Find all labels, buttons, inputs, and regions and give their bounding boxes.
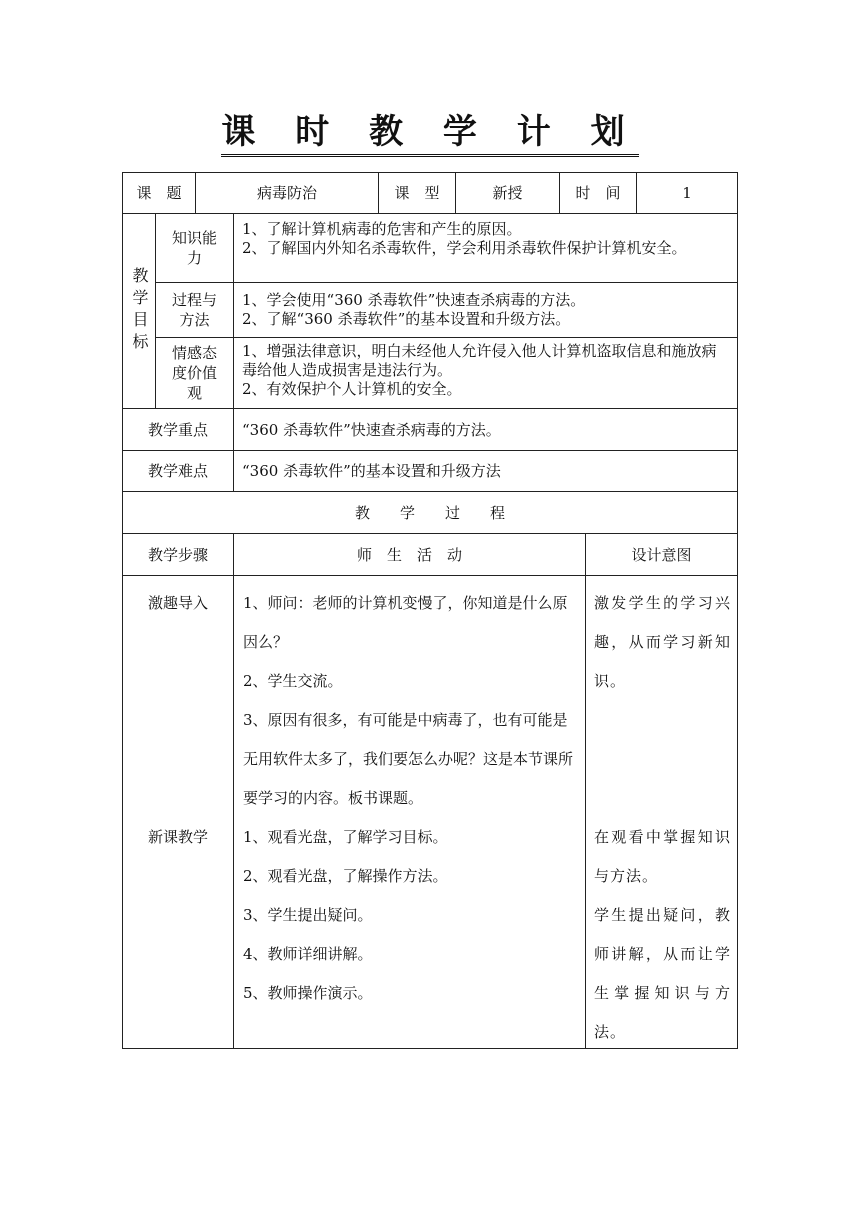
activity-column <box>233 575 586 1049</box>
process-section-header: 教 学 过 程 <box>122 491 738 534</box>
emotion-label: 情感态度价值观 <box>155 337 234 409</box>
process-text: 1、学会使用“360 杀毒软件”快速查杀病毒的方法。 2、了解“360 杀毒软件”的基本设置和升级方法。 <box>233 282 738 338</box>
step-name: 激趣导入 <box>147 594 208 612</box>
intent-text: 学生提出疑问，教师讲解，从而让学生掌握知识与方法。 <box>594 906 731 1041</box>
key-point-label: 教学重点 <box>122 408 234 451</box>
difficulty-label: 教学难点 <box>122 450 234 492</box>
page-title: 课 时 教 学 计 划 <box>0 104 860 153</box>
time-label: 时 间 <box>559 172 637 214</box>
key-point-value: “360 杀毒软件”快速查杀病毒的方法。 <box>233 408 738 451</box>
knowledge-label: 知识能力 <box>155 213 234 283</box>
goals-label: 教学目标 <box>122 213 156 409</box>
type-value: 新授 <box>455 172 560 214</box>
column-activity: 师 生 活 动 <box>233 533 586 576</box>
difficulty-value: “360 杀毒软件”的基本设置和升级方法 <box>233 450 738 492</box>
step-column <box>122 575 234 1049</box>
step-name: 新课教学 <box>147 828 208 846</box>
topic-value: 病毒防治 <box>195 172 379 214</box>
list-item: 2、学生交流。 <box>243 672 343 690</box>
type-label: 课 型 <box>378 172 456 214</box>
list-item: 3、原因有很多，有可能是中病毒了，也有可能是无用软件太多了，我们要怎么办呢？这是本节课所要学习的内容。板书课题。 <box>243 711 574 807</box>
intent-text: 激发学生的学习兴趣，从而学习新知识。 <box>594 594 731 690</box>
list-item: 5、教师操作演示。 <box>243 984 373 1002</box>
knowledge-text: 1、了解计算机病毒的危害和产生的原因。 2、了解国内外知名杀毒软件，学会利用杀毒软件保护计算机安全。 <box>233 213 738 283</box>
list-item: 4、教师详细讲解。 <box>243 945 373 963</box>
emotion-text: 1、增强法律意识，明白未经他人允许侵入他人计算机盗取信息和施放病毒给他人造成损害是违法行为。 2、有效保护个人计算机的安全。 <box>233 337 738 409</box>
intent-column <box>585 575 738 1049</box>
list-item: 1、师问：老师的计算机变慢了，你知道是什么原因么？ <box>243 594 568 651</box>
list-item: 1、观看光盘，了解学习目标。 <box>243 828 448 846</box>
intent-text: 在观看中掌握知识与方法。 <box>594 828 731 885</box>
topic-label: 课 题 <box>122 172 196 214</box>
time-value: 1 <box>636 172 738 214</box>
list-item: 2、观看光盘，了解操作方法。 <box>243 867 448 885</box>
list-item: 3、学生提出疑问。 <box>243 906 373 924</box>
process-label: 过程与方法 <box>155 282 234 338</box>
column-intent: 设计意图 <box>585 533 738 576</box>
column-step: 教学步骤 <box>122 533 234 576</box>
